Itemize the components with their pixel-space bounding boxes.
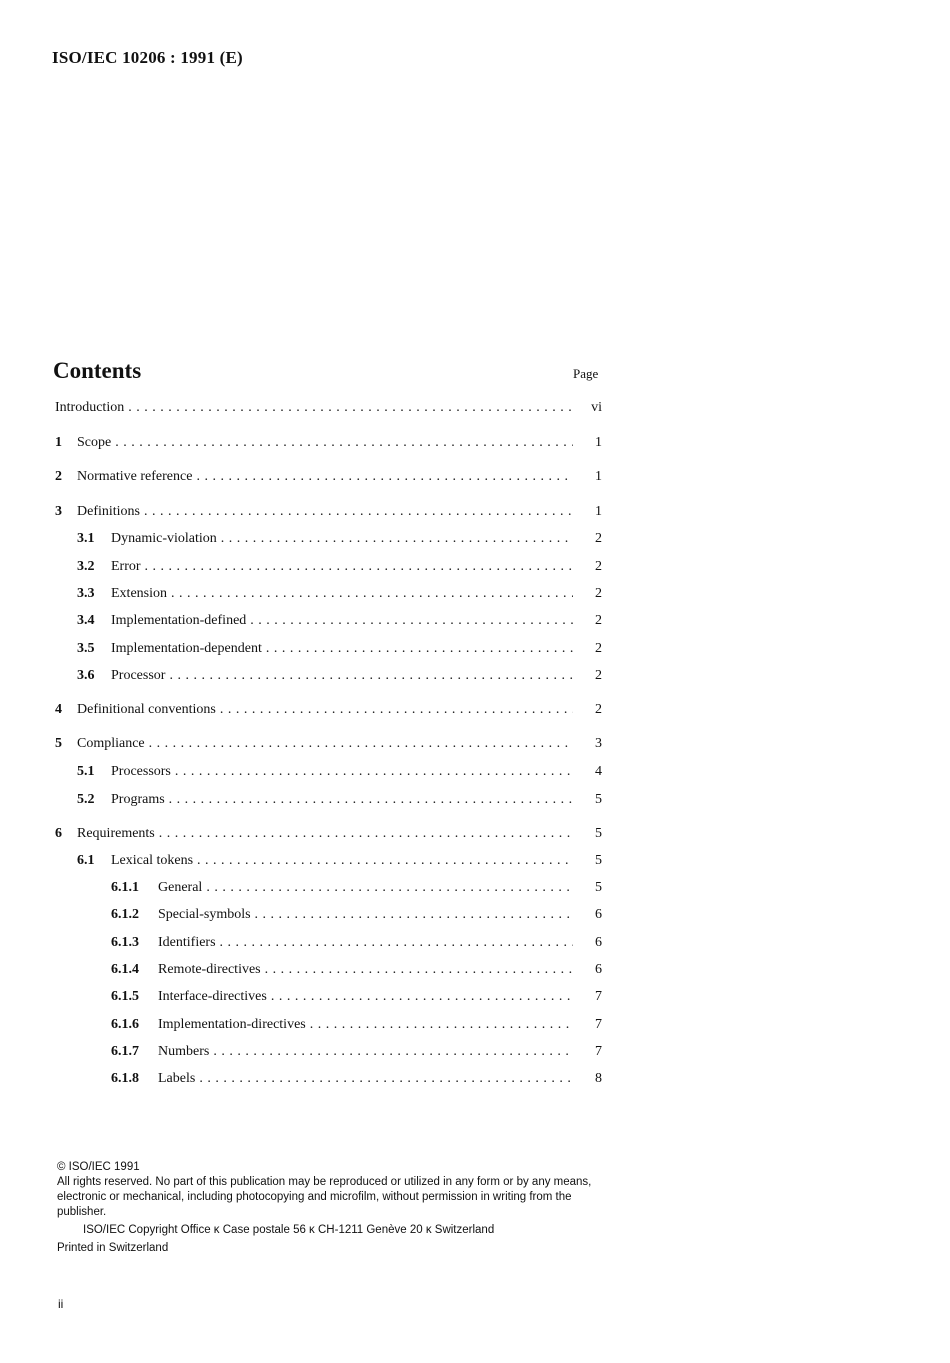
toc-page: 7 bbox=[595, 989, 602, 1004]
toc-entry-6-1-4[interactable] bbox=[0, 960, 950, 980]
toc-page: 2 bbox=[595, 586, 602, 601]
toc-number: 3.3 bbox=[77, 586, 95, 601]
toc-page: 2 bbox=[595, 531, 602, 546]
toc-entry-6-1-8[interactable] bbox=[0, 1069, 950, 1089]
toc-label: Remote-directives . . . bbox=[158, 960, 573, 980]
toc-label: Dynamic-violation . . . bbox=[111, 529, 573, 549]
toc-entry-5[interactable] bbox=[0, 734, 950, 754]
toc-number: 6.1.5 bbox=[111, 989, 139, 1004]
toc-page: 3 bbox=[595, 736, 602, 751]
toc-number: 6 bbox=[55, 826, 62, 841]
toc-number: 6.1.3 bbox=[111, 935, 139, 950]
toc-number: 4 bbox=[55, 702, 62, 717]
contents-title: Contents bbox=[53, 358, 142, 383]
toc-number: 6.1.8 bbox=[111, 1071, 139, 1086]
toc-number: 6.1.1 bbox=[111, 880, 139, 895]
toc-entry-3-3[interactable] bbox=[0, 584, 950, 604]
toc-page: 5 bbox=[595, 853, 602, 868]
toc-label: General . . . bbox=[158, 878, 573, 898]
toc-label: Implementation-directives . . . bbox=[158, 1015, 573, 1035]
toc-label: Numbers . . . bbox=[158, 1042, 573, 1062]
toc-entry-1[interactable] bbox=[0, 433, 950, 453]
toc-entry-6[interactable] bbox=[0, 824, 950, 844]
toc-entry-5-1[interactable] bbox=[0, 762, 950, 782]
toc-entry-6-1-7[interactable] bbox=[0, 1042, 950, 1062]
toc-label: Error . . . bbox=[111, 557, 573, 577]
toc-label: Requirements . . . bbox=[77, 824, 573, 844]
toc-entry-3-4[interactable] bbox=[0, 611, 950, 631]
toc-number: 6.1.2 bbox=[111, 907, 139, 922]
toc-number: 3.2 bbox=[77, 559, 95, 574]
toc-label: Programs . . . bbox=[111, 790, 573, 810]
toc-label: Scope . . . bbox=[77, 433, 573, 453]
copyright-office-address: ISO/IEC Copyright Office ĸ Case postale 56 ĸ CH-1211 Genève 20 ĸ Switzerland bbox=[83, 1224, 495, 1236]
toc-entry-6-1-6[interactable] bbox=[0, 1015, 950, 1035]
toc-page: 6 bbox=[595, 962, 602, 977]
copyright-notice bbox=[57, 1160, 605, 1256]
toc-page: 2 bbox=[595, 559, 602, 574]
copyright-line: © ISO/IEC 1991 bbox=[57, 1161, 140, 1173]
toc-page: 6 bbox=[595, 935, 602, 950]
toc-number: 2 bbox=[55, 469, 62, 484]
toc-page: 2 bbox=[595, 641, 602, 656]
toc-entry-introduction[interactable] bbox=[0, 398, 950, 418]
toc-number: 3.5 bbox=[77, 641, 95, 656]
rights-statement: All rights reserved. No part of this publication may be reproduced or utilized in any form or by any means, electronic or mechanical, including photocopying and microfilm, without permission in writing from the publisher. bbox=[57, 1176, 592, 1218]
page-number: ii bbox=[58, 1297, 64, 1311]
toc-page: 2 bbox=[595, 702, 602, 717]
toc-label: Compliance . . . bbox=[77, 734, 573, 754]
toc-label: Interface-directives . . . bbox=[158, 987, 573, 1007]
toc-page: 4 bbox=[595, 764, 602, 779]
toc-label: Lexical tokens . . . bbox=[111, 851, 573, 871]
toc-entry-3-1[interactable] bbox=[0, 529, 950, 549]
printed-in: Printed in Switzerland bbox=[57, 1242, 169, 1254]
toc-label: Extension . . . bbox=[111, 584, 573, 604]
toc-entry-3-2[interactable] bbox=[0, 557, 950, 577]
document-id-header: ISO/IEC 10206 : 1991 (E) bbox=[52, 48, 243, 67]
toc-page: vi bbox=[591, 400, 602, 415]
toc-label: Normative reference . . . bbox=[77, 467, 573, 487]
toc-page: 5 bbox=[595, 826, 602, 841]
toc-label: Processor . . . bbox=[111, 666, 573, 686]
toc-number: 6.1.6 bbox=[111, 1017, 139, 1032]
toc-number: 3.4 bbox=[77, 613, 95, 628]
toc-number: 3.6 bbox=[77, 668, 95, 683]
toc-entry-3-6[interactable] bbox=[0, 666, 950, 686]
toc-page: 2 bbox=[595, 613, 602, 628]
toc-page: 5 bbox=[595, 792, 602, 807]
toc-page: 2 bbox=[595, 668, 602, 683]
toc-label: Introduction . . . bbox=[55, 398, 573, 418]
toc-label: Implementation-defined . . . bbox=[111, 611, 573, 631]
toc-entry-6-1-1[interactable] bbox=[0, 878, 950, 898]
toc-page: 7 bbox=[595, 1044, 602, 1059]
page-column-label: Page bbox=[573, 366, 599, 381]
toc-label: Identifiers . . . bbox=[158, 933, 573, 953]
toc-number: 5.2 bbox=[77, 792, 95, 807]
toc-label: Labels . . . bbox=[158, 1069, 573, 1089]
toc-number: 6.1 bbox=[77, 853, 95, 868]
toc-entry-3[interactable] bbox=[0, 502, 950, 522]
toc-page: 6 bbox=[595, 907, 602, 922]
toc-page: 8 bbox=[595, 1071, 602, 1086]
toc-page: 1 bbox=[595, 469, 602, 484]
toc-page: 1 bbox=[595, 504, 602, 519]
toc-entry-3-5[interactable] bbox=[0, 639, 950, 659]
toc-entry-6-1-5[interactable] bbox=[0, 987, 950, 1007]
toc-entry-6-1-3[interactable] bbox=[0, 933, 950, 953]
toc-entry-6-1[interactable] bbox=[0, 851, 950, 871]
toc-entry-5-2[interactable] bbox=[0, 790, 950, 810]
toc-number: 3.1 bbox=[77, 531, 95, 546]
toc-number: 6.1.7 bbox=[111, 1044, 139, 1059]
toc-number: 5 bbox=[55, 736, 62, 751]
toc-number: 6.1.4 bbox=[111, 962, 139, 977]
toc-label: Definitional conventions . . . bbox=[77, 700, 573, 720]
toc-label: Implementation-dependent . . . bbox=[111, 639, 573, 659]
toc-number: 1 bbox=[55, 435, 62, 450]
toc-label: Special-symbols . . . bbox=[158, 905, 573, 925]
toc-label: Definitions . . . bbox=[77, 502, 573, 522]
toc-page: 5 bbox=[595, 880, 602, 895]
toc-page: 7 bbox=[595, 1017, 602, 1032]
toc-number: 3 bbox=[55, 504, 62, 519]
toc-page: 1 bbox=[595, 435, 602, 450]
toc-entry-2[interactable] bbox=[0, 467, 950, 487]
toc-entry-6-1-2[interactable] bbox=[0, 905, 950, 925]
toc-number: 5.1 bbox=[77, 764, 95, 779]
toc-entry-4[interactable] bbox=[0, 700, 950, 720]
toc-label: Processors . . . bbox=[111, 762, 573, 782]
